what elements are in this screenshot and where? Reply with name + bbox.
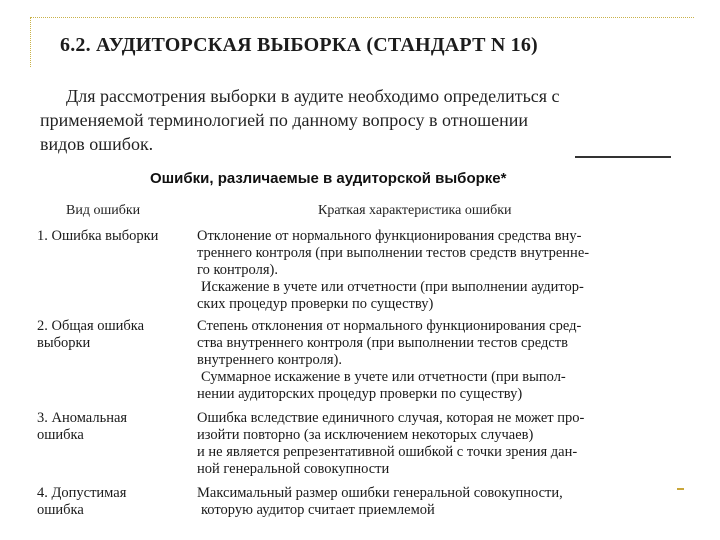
error-type-line: ошибка <box>37 427 84 443</box>
table-number-mark <box>575 156 671 164</box>
description-line: Искажение в учете или отчетности (при выполнении аудитор- <box>201 279 584 295</box>
description-line: изойти повторно (за исключением некоторых случаев) <box>197 427 534 443</box>
intro-line: Для рассмотрения выборки в аудите необходимо определиться с <box>66 86 560 106</box>
description-line: треннего контроля (при выполнении тестов средств внутренне- <box>197 245 590 261</box>
error-type-line: 1. Ошибка выборки <box>37 228 159 244</box>
decorative-border-top <box>30 17 694 18</box>
description-line: Суммарное искажение в учете или отчетности (при выпол- <box>201 369 566 385</box>
column-header-description: Краткая характеристика ошибки <box>318 203 512 218</box>
description-line: ских процедур проверки по существу) <box>197 296 434 312</box>
error-type-line: 2. Общая ошибка <box>37 318 145 334</box>
error-type-cell <box>37 318 187 352</box>
error-description-cell <box>197 318 677 403</box>
error-type-line: выборки <box>37 335 91 351</box>
error-type-cell <box>37 485 187 519</box>
description-line: Отклонение от нормального функционирования средства вну- <box>197 228 582 244</box>
description-line: и не является репрезентативной ошибкой с точки зрения дан- <box>197 444 578 460</box>
description-line: нении аудиторских процедур проверки по существу) <box>197 386 523 402</box>
decorative-dash <box>677 488 684 490</box>
error-type-line: 4. Допустимая <box>37 485 127 501</box>
description-line: Максимальный размер ошибки генеральной совокупности, <box>197 485 563 501</box>
intro-line: видов ошибок. <box>40 134 154 154</box>
intro-paragraph <box>40 84 680 156</box>
error-type-cell <box>37 410 187 444</box>
description-line: ства внутреннего контроля (при выполнении тестов средств <box>197 335 568 351</box>
description-line: Ошибка вследствие единичного случая, которая не может про- <box>197 410 585 426</box>
description-line: внутреннего контроля). <box>197 352 342 368</box>
error-description-cell <box>197 410 677 478</box>
description-line: ной генеральной совокупности <box>197 461 390 477</box>
slide-title: 6.2. АУДИТОРСКАЯ ВЫБОРКА (СТАНДАРТ N 16) <box>60 34 538 56</box>
table-caption: Ошибки, различаемые в аудиторской выборке* <box>150 170 507 187</box>
column-header-error-type: Вид ошибки <box>66 203 141 218</box>
error-description-cell <box>197 228 677 313</box>
error-type-line: 3. Аномальная <box>37 410 128 426</box>
error-type-cell <box>37 228 187 245</box>
description-line: Степень отклонения от нормального функционирования сред- <box>197 318 582 334</box>
error-type-line: ошибка <box>37 502 84 518</box>
decorative-border-left <box>30 17 31 67</box>
error-description-cell <box>197 485 677 519</box>
description-line: го контроля). <box>197 262 278 278</box>
intro-line: применяемой терминологией по данному вопросу в отношении <box>40 110 529 130</box>
description-line: которую аудитор считает приемлемой <box>201 502 435 518</box>
